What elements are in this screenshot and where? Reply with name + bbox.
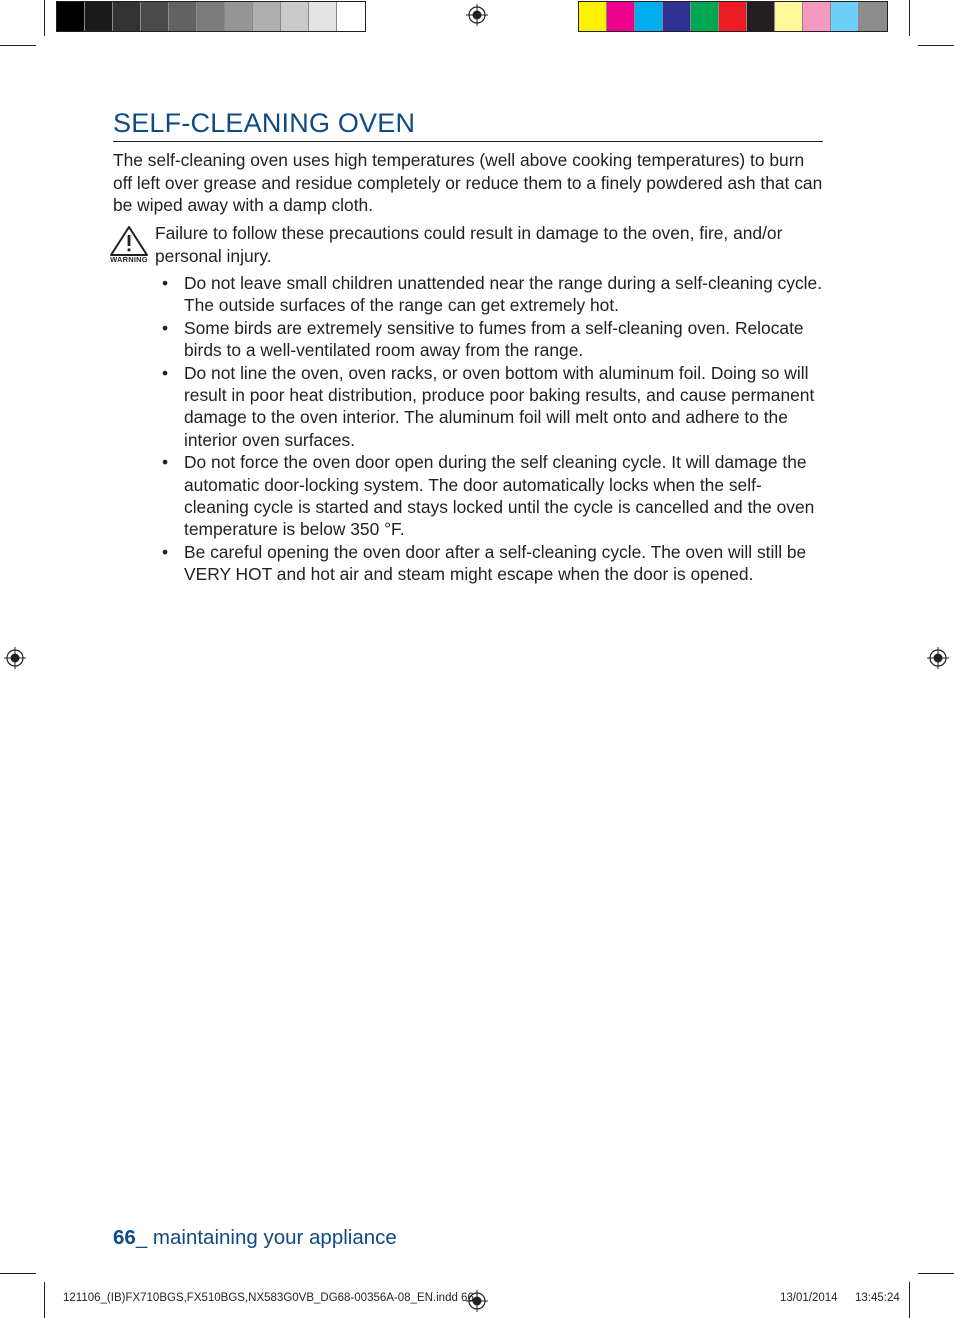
color-swatch — [85, 2, 113, 31]
color-swatch — [57, 2, 85, 31]
page-section-name: _ maintaining your appliance — [135, 1226, 397, 1249]
slug-time: 13:45:24 — [855, 1292, 900, 1304]
list-item — [160, 317, 825, 362]
crop-mark — [918, 1273, 954, 1274]
warning-text: Failure to follow these precautions could result in damage to the oven, fire, and/or personal injury. — [155, 223, 783, 266]
color-swatch — [719, 2, 747, 31]
bullet-icon: • — [162, 541, 169, 562]
list-item-text: Do not leave small children unattended near the range during a self-cleaning cycle. The outside surfaces of the range can get extremely hot. — [184, 273, 823, 316]
slug-filename: 121106_(IB)FX710BGS,FX510BGS,NX583G0VB_DG68-00356A-08_EN.indd 66 — [63, 1292, 474, 1304]
registration-mark-icon — [927, 647, 949, 669]
color-swatch — [775, 2, 803, 31]
warning-label: WARNING — [110, 255, 148, 264]
page-number: 66 — [113, 1226, 136, 1249]
registration-mark-icon — [4, 647, 26, 669]
color-swatch — [691, 2, 719, 31]
color-swatch — [281, 2, 309, 31]
color-swatch — [309, 2, 337, 31]
list-item — [160, 272, 825, 317]
color-swatch — [747, 2, 775, 31]
crop-mark — [44, 1282, 45, 1318]
list-item-text: Some birds are extremely sensitive to fumes from a self-cleaning oven. Relocate birds to a well-ventilated room away from the range. — [184, 317, 804, 361]
slug-date: 13/01/2014 — [780, 1292, 838, 1304]
list-item — [160, 362, 825, 452]
list-item-text: Do not force the oven door open during the self cleaning cycle. It will damage the automatic door-locking system. The door automatically locks when the self-cleaning cycle is started and stays locked until the cycle is cancelled and the oven temperature is below 350 °F. — [184, 452, 815, 540]
crop-mark — [0, 1273, 36, 1274]
list-item-text: Do not line the oven, oven racks, or oven bottom with aluminum foil. Doing so will result in poor heat distribution, produce poor baking results, and cause permanent damage to the oven interior. The aluminum foil will melt onto and adhere to the interior oven surfaces. — [184, 362, 815, 450]
page-footer — [113, 1226, 397, 1250]
color-swatch — [337, 2, 365, 31]
bullet-icon: • — [162, 273, 169, 293]
crop-mark — [909, 0, 910, 36]
list-item — [160, 541, 825, 586]
crop-mark — [44, 0, 45, 36]
bullet-icon: • — [162, 362, 169, 383]
list-item — [160, 451, 825, 541]
bullet-icon: • — [162, 317, 169, 338]
color-swatch — [141, 2, 169, 31]
precautions-list — [160, 272, 825, 586]
color-swatch — [169, 2, 197, 31]
color-swatch — [225, 2, 253, 31]
intro-paragraph: The self-cleaning oven uses high temperatures (well above cooking temperatures) to burn off left over grease and residue completely or reduce them to a finely powdered ash that can be wiped away with a damp cloth. — [113, 150, 823, 215]
color-swatch — [579, 2, 607, 31]
list-item-text: Be careful opening the oven door after a self-cleaning cycle. The oven will still be VERY HOT and hot air and steam might escape when the door is opened. — [184, 541, 807, 585]
color-swatch — [803, 2, 831, 31]
process-color-bar — [578, 1, 888, 32]
color-swatch — [253, 2, 281, 31]
crop-mark — [918, 45, 954, 46]
color-swatch — [607, 2, 635, 31]
crop-mark — [909, 1282, 910, 1318]
registration-mark-icon — [466, 4, 488, 26]
crop-mark — [0, 45, 36, 46]
color-swatch — [635, 2, 663, 31]
grayscale-color-bar — [56, 1, 366, 32]
section-title: SELF-CLEANING OVEN — [113, 106, 823, 142]
color-swatch — [831, 2, 859, 31]
color-swatch — [663, 2, 691, 31]
bullet-icon: • — [162, 452, 169, 473]
color-swatch — [859, 2, 887, 31]
color-swatch — [197, 2, 225, 31]
color-swatch — [113, 2, 141, 31]
